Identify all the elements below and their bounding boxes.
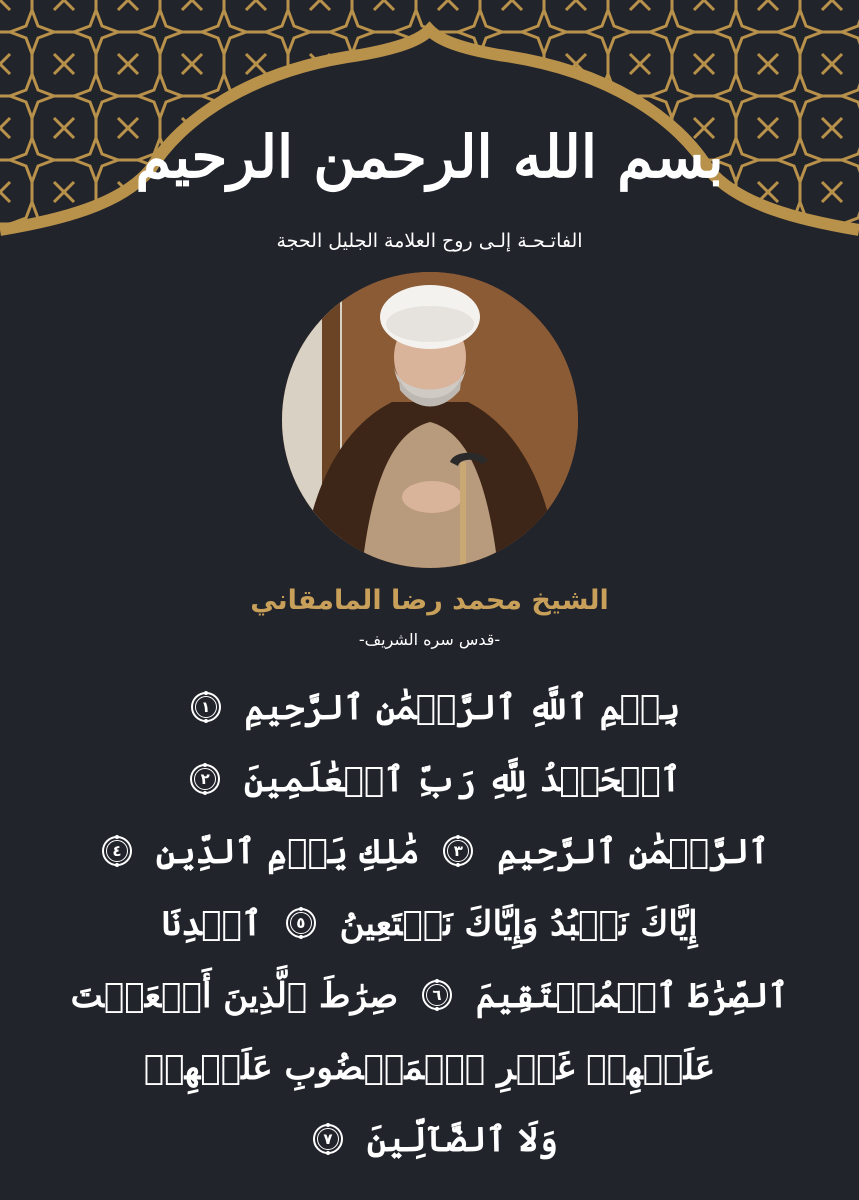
verse-text: وَلَا ٱلضَّآلِّينَ [366, 1120, 558, 1160]
verse-text: ٱلصِّرَٰطَ ٱلۡمُسۡتَقِيمَ [475, 976, 789, 1016]
verse-number: ٢ [200, 770, 210, 788]
verse-number: ٤ [112, 842, 122, 860]
portrait-photo [282, 272, 578, 568]
verse-line [60, 744, 799, 816]
verse-end-ornament-icon [100, 834, 134, 868]
verse-end-ornament-icon [441, 834, 475, 868]
verse-line [60, 816, 799, 888]
surah-fatiha [60, 672, 799, 1176]
verse-text: ٱلرَّحۡمَٰنِ ٱلرَّحِيمِ [497, 832, 770, 872]
verse-line [60, 672, 799, 744]
verse-number: ٥ [296, 914, 306, 932]
verse-line [60, 888, 799, 960]
person-honorific: -قدس سره الشريف- [358, 630, 501, 649]
verse-line [60, 960, 799, 1032]
verse-text: إِيَّاكَ نَعۡبُدُ وَإِيَّاكَ نَسۡتَعِينُ [339, 904, 698, 944]
person-name: الشيخ محمد رضا المامقاني [250, 585, 609, 616]
verse-line [60, 1032, 799, 1104]
verse-text: ٱهۡدِنَا [161, 904, 262, 944]
verse-text: ٱلۡحَمۡدُ لِلَّهِ رَبِّ ٱلۡعَٰلَمِينَ [244, 760, 681, 800]
verse-end-ornament-icon [311, 1122, 345, 1156]
verse-text: مَٰلِكِ يَوۡمِ ٱلدِّينِ [155, 832, 420, 872]
verse-end-ornament-icon [284, 906, 318, 940]
verse-end-ornament-icon [189, 690, 223, 724]
verse-text: عَلَيۡهِمۡ غَيۡرِ ٱلۡمَغۡضُوبِ عَلَيۡهِمۡ [143, 1048, 716, 1088]
verse-text: صِرَٰطَ ٱلَّذِينَ أَنۡعَمۡتَ [70, 976, 399, 1016]
dedication-text: الفاتـحـة إلـى روح العلامة الجليل الحجة [276, 230, 583, 252]
verse-end-ornament-icon [188, 762, 222, 796]
verse-text: بِسۡمِ ٱللَّهِ ٱلرَّحۡمَٰنِ ٱلرَّحِيمِ [244, 688, 681, 728]
verse-number: ١ [201, 698, 211, 716]
verse-number: ٦ [432, 986, 442, 1004]
verse-line [60, 1104, 799, 1176]
basmala-calligraphy: بسم الله الرحمن الرحيم [135, 123, 724, 191]
verse-number: ٧ [323, 1130, 333, 1148]
verse-number: ٣ [453, 842, 463, 860]
verse-end-ornament-icon [420, 978, 454, 1012]
